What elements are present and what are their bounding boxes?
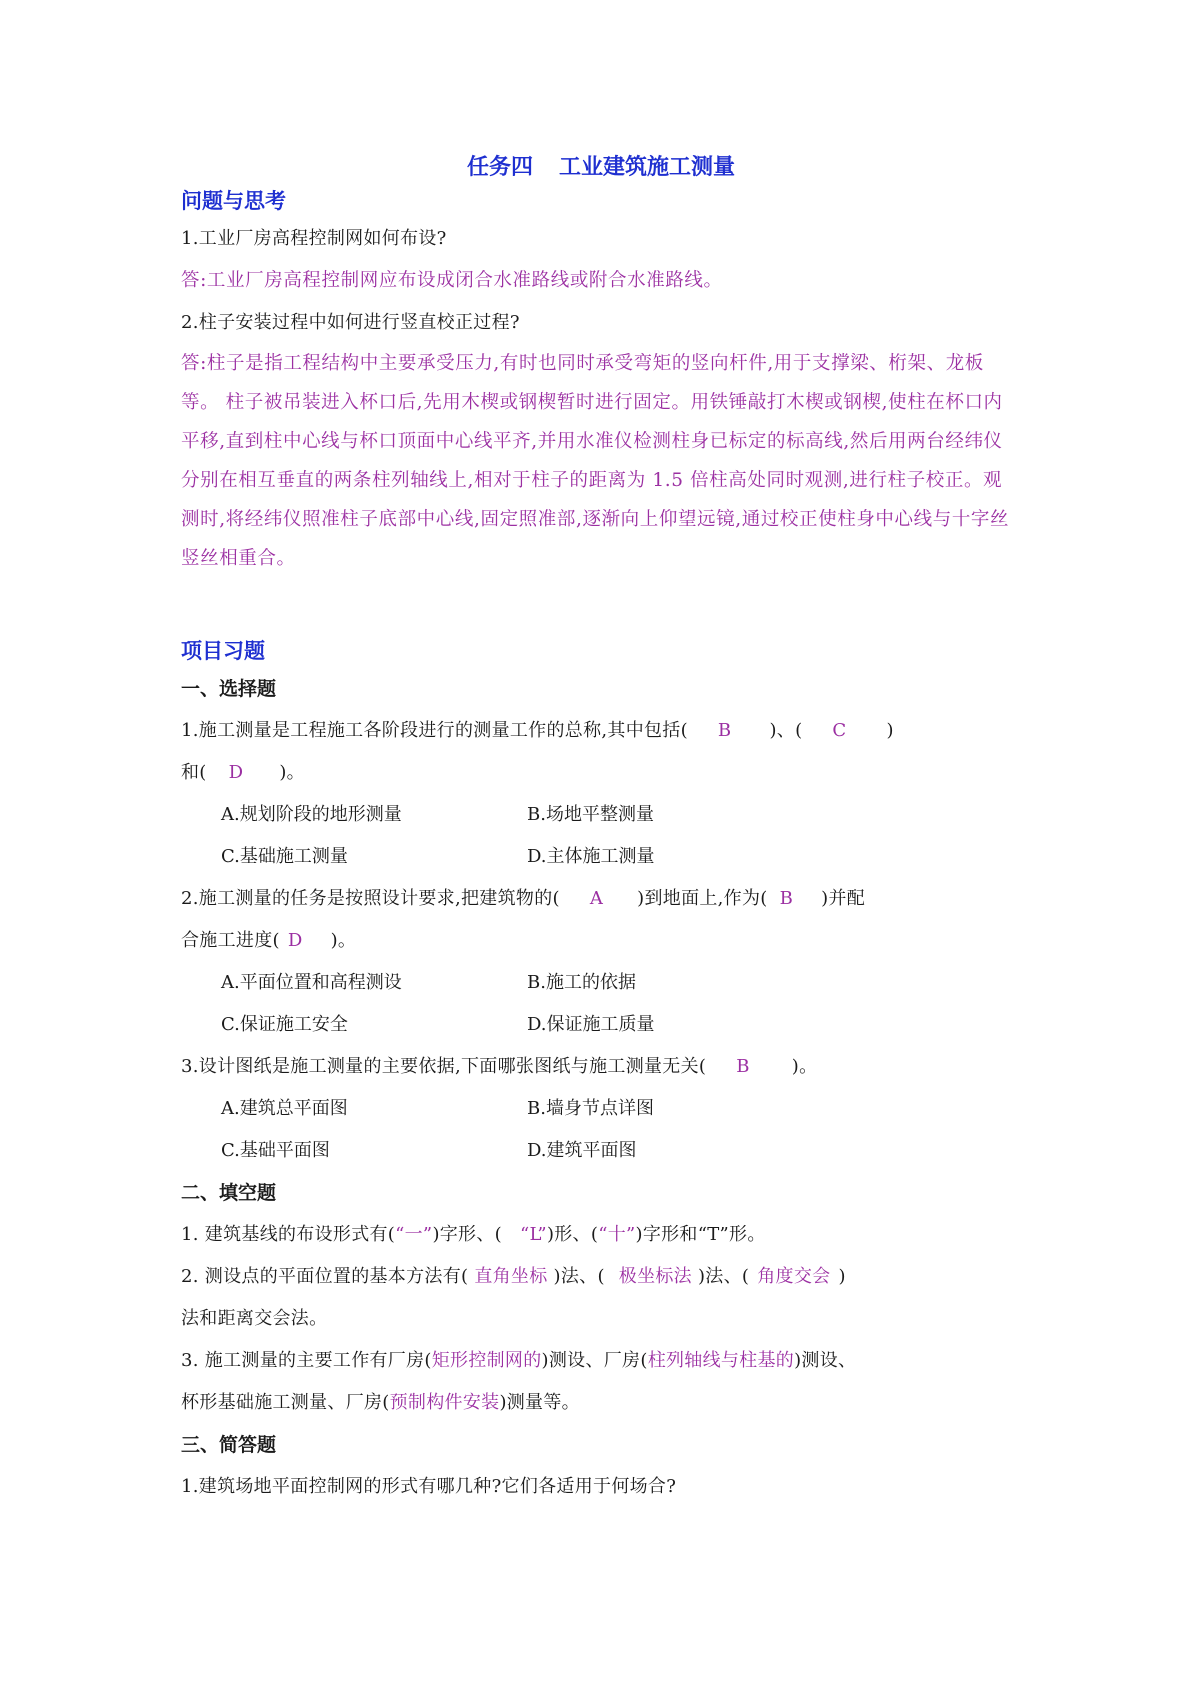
choice-question-2-cont: 合施工进度( D )。: [181, 930, 357, 951]
choice-answer: B: [779, 888, 794, 909]
choice-question-2: 2.施工测量的任务是按照设计要求,把建筑物的( A )到地面上,作为( B )并配: [181, 888, 866, 909]
choice-answer: B: [717, 720, 732, 741]
fill-answer: “一”: [395, 1224, 433, 1245]
fill-answer: “十”: [598, 1224, 636, 1245]
option-b: B.施工的依据: [527, 972, 636, 993]
think-answer-1: 答:工业厂房高程控制网应布设成闭合水准路线或附合水准路线。: [181, 270, 723, 291]
title-task: 任务四: [466, 154, 533, 180]
short-question-1: 1.建筑场地平面控制网的形式有哪几种?它们各适用于何场合?: [181, 1476, 677, 1497]
heading-short: 三、简答题: [181, 1434, 277, 1456]
document-page: [181, 150, 1021, 1508]
fill-question-3: 3. 施工测量的主要工作有厂房(矩形控制网的)测设、厂房(柱列轴线与柱基的)测设、: [181, 1350, 857, 1371]
fill-answer: 极坐标法: [618, 1266, 692, 1287]
choice-options-row: [181, 962, 1021, 1004]
think-question-1: 1.工业厂房高程控制网如何布设?: [181, 228, 447, 249]
option-c: C.保证施工安全: [221, 1014, 348, 1035]
fill-question-1: 1. 建筑基线的布设形式有(“一”)字形、( “L”)形、(“十”)字形和“T”形。: [181, 1224, 766, 1245]
option-a: A.规划阶段的地形测量: [221, 804, 402, 825]
heading-choice: 一、选择题: [181, 678, 277, 700]
choice-answer: B: [736, 1056, 750, 1077]
choice-question-3: 3.设计图纸是施工测量的主要依据,下面哪张图纸与施工测量无关( B )。: [181, 1056, 818, 1077]
option-d: D.主体施工测量: [527, 846, 655, 867]
choice-answer: D: [287, 930, 303, 951]
choice-answer: D: [228, 762, 244, 783]
fill-question-3-cont: 杯形基础施工测量、厂房(预制构件安装)测量等。: [181, 1392, 580, 1413]
option-d: D.建筑平面图: [527, 1140, 637, 1161]
choice-options-row: [181, 1004, 1021, 1046]
fill-question-2-cont: 法和距离交会法。: [181, 1308, 328, 1329]
choice-answer: A: [589, 888, 604, 909]
option-c: C.基础施工测量: [221, 846, 348, 867]
fill-answer: 直角坐标: [474, 1266, 548, 1287]
choice-options-row: [181, 1130, 1021, 1172]
option-b: B.墙身节点详图: [527, 1098, 654, 1119]
choice-question-1: 1.施工测量是工程施工各阶段进行的测量工作的总称,其中包括( B )、( C ): [181, 720, 894, 741]
title-subject: 工业建筑施工测量: [559, 154, 736, 180]
option-a: A.建筑总平面图: [221, 1098, 348, 1119]
think-question-2: 2.柱子安装过程中如何进行竖直校正过程?: [181, 312, 520, 333]
page-title: [181, 150, 1021, 184]
option-c: C.基础平面图: [221, 1140, 330, 1161]
choice-options-row: [181, 794, 1021, 836]
heading-exercise: 项目习题: [181, 638, 265, 663]
fill-answer: “L”: [519, 1224, 547, 1245]
fill-question-2: 2. 测设点的平面位置的基本方法有( 直角坐标 )法、( 极坐标法 )法、( 角度交会 ): [181, 1266, 846, 1287]
fill-answer: 预制构件安装: [389, 1392, 500, 1413]
option-d: D.保证施工质量: [527, 1014, 655, 1035]
choice-options-row: [181, 1088, 1021, 1130]
choice-answer: C: [832, 720, 847, 741]
fill-answer: 角度交会: [757, 1266, 831, 1287]
option-a: A.平面位置和高程测设: [221, 972, 402, 993]
think-answer-2: 答:柱子是指工程结构中主要承受压力,有时也同时承受弯矩的竖向杆件,用于支撑梁、桁架、龙板等。 柱子被吊装进入杯口后,先用木楔或钢楔暂时进行固定。用铁锤敲打木楔或钢楔,使柱在杯口内平移,直到柱中心线与杯口顶面中心线平齐,并用水准仪检测柱身已标定的标高线,然后用两台经纬仪分别在相互垂直的两条柱列轴线上,相对于柱子的距离为 1.5 倍柱高处同时观测,进行柱子校正。观测时,将经纬仪照准柱子底部中心线,固定照准部,逐渐向上仰望远镜,通过校正使柱身中心线与十字丝竖丝相重合。: [181, 353, 1010, 569]
fill-answer: 矩形控制网的: [431, 1350, 542, 1371]
fill-answer: 柱列轴线与柱基的: [647, 1350, 795, 1371]
choice-options-row: [181, 836, 1021, 878]
choice-question-1-cont: 和( D )。: [181, 762, 305, 783]
heading-fill: 二、填空题: [181, 1182, 277, 1204]
heading-think: 问题与思考: [181, 188, 286, 213]
option-b: B.场地平整测量: [527, 804, 654, 825]
